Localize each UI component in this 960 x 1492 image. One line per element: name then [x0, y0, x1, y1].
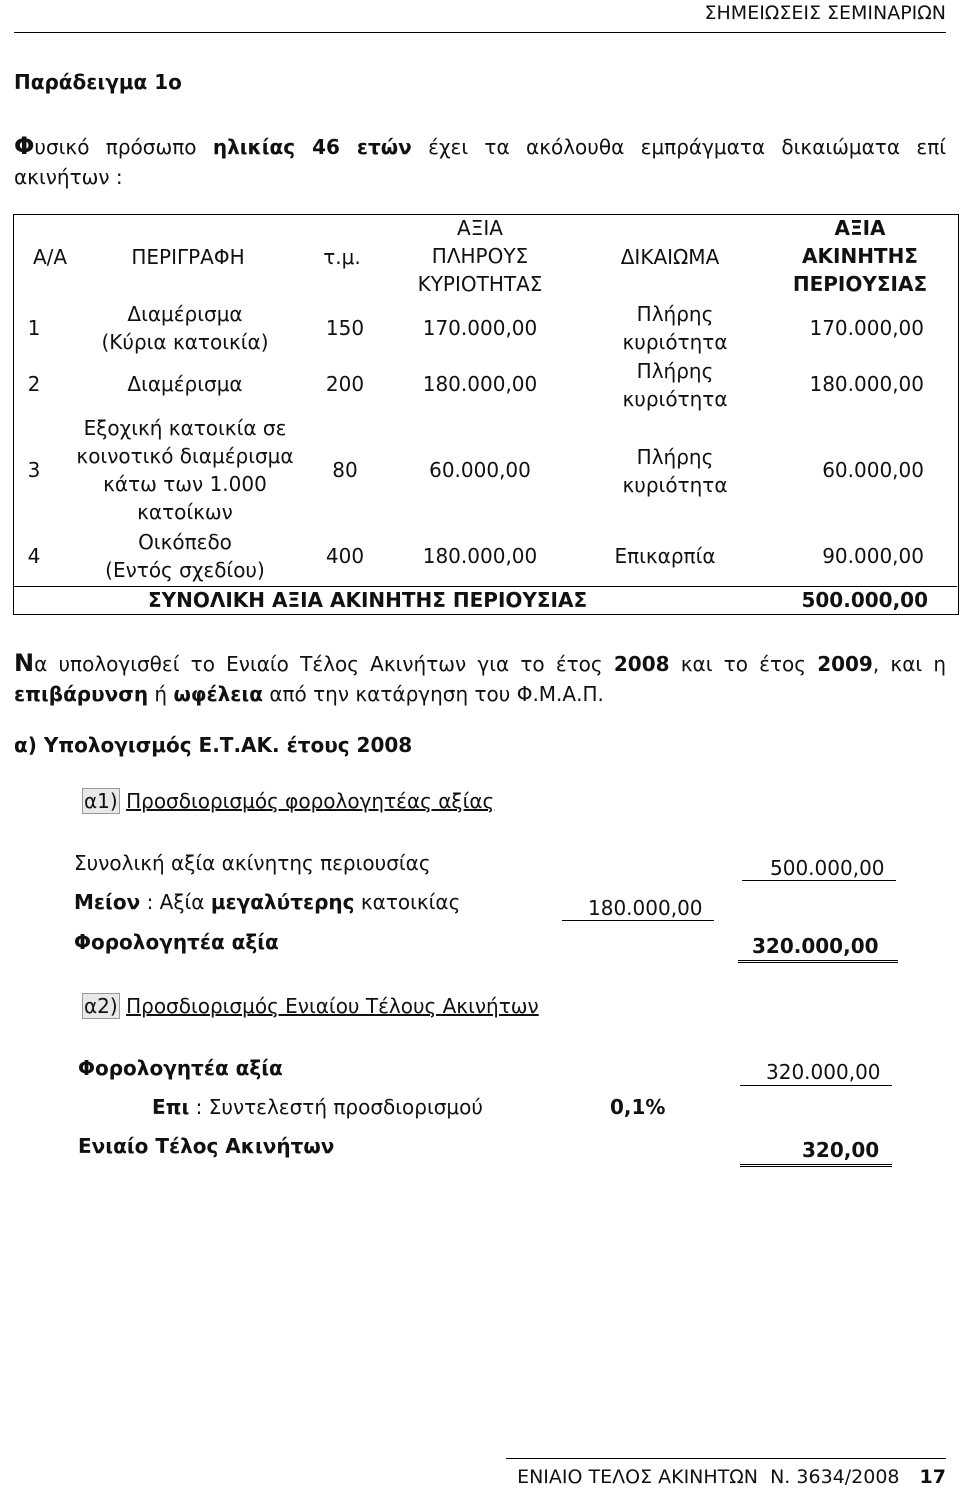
a1-minus-text: : Αξία	[146, 890, 205, 914]
header-right: ΔΙΚΑΙΩΜΑ	[620, 245, 720, 269]
a2-rate: 0,1%	[610, 1095, 666, 1119]
header-full-value	[382, 214, 578, 298]
a2-tax-value: 320,00	[802, 1138, 880, 1162]
row3-aa: 3	[27, 458, 41, 482]
header-rule	[14, 32, 946, 33]
header-full-value-line: ΑΞΙΑ	[457, 216, 503, 240]
row1-desc-line: (Κύρια κατοικία)	[101, 330, 269, 354]
total-label: ΣΥΝΟΛΙΚΗ ΑΞΙΑ ΑΚΙΝΗΤΗΣ ΠΕΡΙΟΥΣΙΑΣ	[148, 588, 588, 612]
row1-description	[60, 300, 310, 356]
row3-sqm: 80	[332, 458, 358, 482]
request-first-letter: Ν	[14, 649, 35, 677]
a1-number: α1)	[84, 789, 118, 813]
row1-sqm: 150	[325, 316, 365, 340]
a2-epi-text: : Συντελεστή προσδιορισμού	[195, 1095, 483, 1119]
row2-right	[600, 357, 750, 413]
a2-taxable-label: Φορολογητέα αξία	[78, 1056, 283, 1080]
a1-minus-text2: κατοικίας	[360, 890, 461, 914]
row4-desc-line: Οικόπεδο	[138, 530, 232, 554]
row2-value: 180.000,00	[809, 372, 924, 396]
header-description: ΠΕΡΙΓΡΑΦΗ	[131, 245, 245, 269]
request-paragraph	[14, 648, 946, 709]
row1-aa: 1	[27, 316, 41, 340]
row4-value: 90.000,00	[822, 544, 924, 568]
a2-number: α2)	[84, 994, 118, 1018]
row2-aa: 2	[27, 372, 41, 396]
row1-full-value: 170.000,00	[422, 316, 538, 340]
row1-value: 170.000,00	[809, 316, 924, 340]
request-burden: επιβάρυνση	[14, 682, 149, 706]
request-text: α υπολογισθεί το Ενιαίο Τέλος Ακινήτων για το έτος	[34, 652, 603, 676]
row4-full-value: 180.000,00	[422, 544, 538, 568]
row3-right-line: Πλήρης	[636, 445, 714, 469]
row3-desc-line: Εξοχική κατοικία σε	[83, 416, 287, 440]
row3-value: 60.000,00	[822, 458, 924, 482]
request-text: και το έτος	[680, 652, 806, 676]
row2-description	[60, 370, 310, 398]
page-header: ΣΗΜΕΙΩΣΕΙΣ ΣΕΜΙΝΑΡΙΩΝ	[704, 2, 946, 24]
a1-total-label: Συνολική αξία ακίνητης περιουσίας	[74, 851, 431, 875]
row4-sqm: 400	[325, 544, 365, 568]
a2-tax-double-underline	[740, 1164, 892, 1170]
footer-text: ΕΝΙΑΙΟ ΤΕΛΟΣ ΑΚΙΝΗΤΩΝ Ν. 3634/2008	[517, 1466, 900, 1488]
a1-total-underline	[742, 880, 896, 881]
row3-description	[60, 414, 310, 526]
header-full-value-line: ΚΥΡΙΟΤΗΤΑΣ	[417, 272, 543, 296]
a2-heading	[82, 994, 539, 1018]
footer-rule	[506, 1458, 946, 1459]
request-year-2008: 2008	[613, 652, 670, 676]
section-a-title: α) Υπολογισμός Ε.Τ.ΑΚ. έτους 2008	[14, 733, 413, 757]
total-value: 500.000,00	[801, 588, 928, 612]
row4-aa: 4	[27, 544, 41, 568]
header-property-value-line: ΠΕΡΙΟΥΣΙΑΣ	[792, 272, 928, 296]
row3-full-value: 60.000,00	[429, 458, 531, 482]
a2-epi-bold: Επι	[152, 1095, 190, 1119]
row3-desc-line: κατοίκων	[137, 500, 233, 524]
a2-epi-line	[152, 1095, 483, 1119]
request-year-2009: 2009	[817, 652, 873, 676]
row1-right-line: Πλήρης	[636, 302, 714, 326]
row2-right-line: κυριότητα	[622, 387, 728, 411]
page-number: 17	[919, 1466, 946, 1488]
a1-minus-bold: Μείον	[74, 890, 141, 914]
intro-text-1: υσικό πρόσωπο	[34, 135, 197, 159]
row4-right: Επικαρπία	[614, 544, 716, 568]
a2-tax-label: Ενιαίο Τέλος Ακινήτων	[78, 1134, 335, 1158]
header-property-value-line: ΑΞΙΑ	[834, 216, 886, 240]
header-property-value-line: ΑΚΙΝΗΤΗΣ	[802, 244, 918, 268]
a1-total-value: 500.000,00	[770, 856, 885, 880]
request-text: ή	[154, 682, 168, 706]
a1-minus-value: 180.000,00	[588, 896, 703, 920]
row3-desc-line: κάτω των 1.000	[103, 472, 267, 496]
a1-heading	[82, 789, 494, 813]
a2-taxable-underline	[740, 1085, 892, 1086]
row1-right	[600, 300, 750, 356]
request-text: από την κατάργηση του Φ.Μ.Α.Π.	[269, 682, 604, 706]
row3-right-line: κυριότητα	[622, 473, 728, 497]
intro-paragraph	[14, 131, 946, 192]
a2-taxable-value: 320.000,00	[766, 1060, 881, 1084]
intro-age: ηλικίας 46 ετών	[212, 135, 412, 159]
request-benefit: ωφέλεια	[173, 682, 263, 706]
row1-right-line: κυριότητα	[622, 330, 728, 354]
a1-taxable-label: Φορολογητέα αξία	[74, 930, 279, 954]
header-sqm: τ.μ.	[323, 245, 361, 269]
row2-full-value: 180.000,00	[422, 372, 538, 396]
header-aa: Α/Α	[32, 245, 68, 269]
intro-first-letter: Φ	[14, 132, 35, 160]
a1-minus-bold2: μεγαλύτερης	[210, 890, 355, 914]
row2-desc-line: Διαμέρισμα	[127, 372, 243, 396]
row2-right-line: Πλήρης	[636, 359, 714, 383]
request-text: , και η	[872, 652, 947, 676]
header-property-value	[770, 214, 950, 298]
a1-taxable-value: 320.000,00	[752, 934, 879, 958]
row4-description	[60, 528, 310, 584]
row4-desc-line: (Εντός σχεδίου)	[105, 558, 265, 582]
a1-minus-underline	[562, 920, 714, 921]
page-footer	[517, 1466, 946, 1488]
intro-text-2: έχει τα ακόλουθα εμπράγματα δικαιώματα επί ακινήτων :	[14, 135, 947, 189]
header-full-value-line: ΠΛΗΡΟΥΣ	[431, 244, 529, 268]
a1-taxable-double-underline	[738, 960, 898, 966]
a1-minus-line	[74, 890, 460, 914]
a1-title: Προσδιορισμός φορολογητέας αξίας	[126, 789, 495, 813]
example-title: Παράδειγμα 1ο	[14, 70, 182, 94]
a2-title: Προσδιορισμός Ενιαίου Τέλους Ακινήτων	[126, 994, 539, 1018]
row1-desc-line: Διαμέρισμα	[127, 302, 243, 326]
row3-right	[600, 443, 750, 499]
row2-sqm: 200	[325, 372, 365, 396]
row3-desc-line: κοινοτικό διαμέρισμα	[76, 444, 294, 468]
